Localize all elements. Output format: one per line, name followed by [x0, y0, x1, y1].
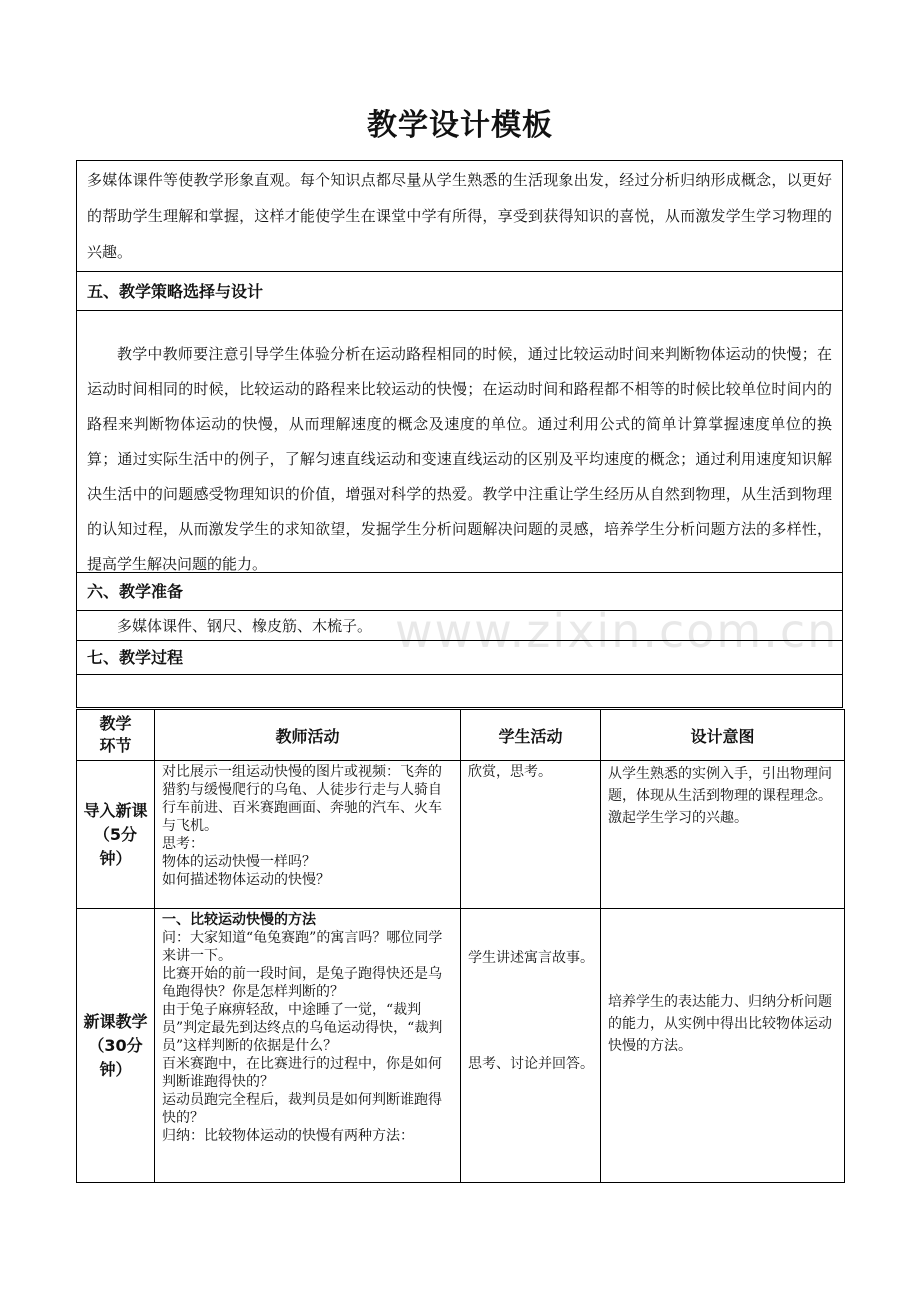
stage-cell — [77, 761, 155, 909]
section4-tail-row — [77, 161, 842, 272]
stage-label: 导入新课（5分钟） — [83, 800, 148, 868]
student-activity-cell — [461, 909, 601, 1183]
design-intent-text: 从学生熟悉的实例入手，引出物理问题，体现从生活到物理的课程理念。激起学生学习的兴趣。 — [608, 766, 832, 826]
teacher-line: 百米赛跑中，在比赛进行的过程中，你是如何判断谁跑得快的？ — [162, 1056, 442, 1090]
design-intent-cell — [601, 761, 845, 909]
teacher-line: 思考： — [162, 836, 204, 852]
section4-tail-text: 多媒体课件等使教学形象直观。每个知识点都尽量从学生熟悉的生活现象出发，经过分析归纳形成概念，以更好的帮助学生理解和掌握，这样才能使学生在课堂中学有所得，享受到获得知识的喜悦，从而激发学生学习物理的兴趣。 — [87, 171, 832, 261]
table-row — [77, 761, 845, 909]
stage-cell — [77, 909, 155, 1183]
teacher-line: 比赛开始的前一段时间，是兔子跑得快还是乌龟跑得快？你是怎样判断的？ — [162, 966, 442, 1000]
section5-body: 教学中教师要注意引导学生体验分析在运动路程相同的时候，通过比较运动时间来判断物体运动的快慢；在运动时间相同的时候，比较运动的路程来比较运动的快慢；在运动时间和路程都不相等的时候比较单位时间内的路程来判断物体运动的快慢，从而理解速度的概念及速度的单位。通过利用公式的简单计算掌握速度单位的换算；通过实际生活中的例子，了解匀速直线运动和变速直线运动的区别及平均速度的概念；通过利用速度知识解决生活中的问题感受物理知识的价值，增强对科学的热爱。教学中注重让学生经历从自然到物理，从生活到物理的认知过程，从而激发学生的求知欲望，发掘学生分析问题解决问题的灵感，培养学生分析问题方法的多样性，提高学生解决问题的能力。 — [87, 345, 832, 573]
section6-heading: 六、教学准备 — [87, 582, 184, 601]
student-line: 思考、讨论并回答。 — [468, 1056, 594, 1072]
teacher-line: 由于兔子麻痹轻敌，中途睡了一觉，“裁判员”判定最先到达终点的乌龟运动得快，“裁判员”这样判断的依据是什么？ — [162, 1002, 443, 1054]
section5-body-row — [77, 311, 842, 573]
teacher-subheading: 一、比较运动快慢的方法 — [162, 912, 316, 928]
student-activity-cell — [461, 761, 601, 909]
teacher-line: 如何描述物体运动的快慢？ — [162, 872, 330, 888]
header-student: 学生活动 — [461, 710, 601, 761]
watermark-text: www.zixin.com.cn — [395, 604, 839, 658]
section5-heading-row — [77, 272, 842, 311]
teacher-line: 物体的运动快慢一样吗？ — [162, 854, 316, 870]
teacher-activity-cell — [155, 909, 461, 1183]
teacher-line: 归纳：比较物体运动的快慢有两种方法： — [162, 1128, 414, 1144]
document-title: 教学设计模板 — [367, 108, 553, 143]
design-intent-cell — [601, 909, 845, 1183]
section7-heading: 七、教学过程 — [87, 648, 184, 667]
header-intent: 设计意图 — [601, 710, 845, 761]
teaching-process-table — [76, 709, 845, 1183]
design-intent-text: 培养学生的表达能力、归纳分析问题的能力，从实例中得出比较物体运动快慢的方法。 — [608, 994, 832, 1054]
table-row — [77, 909, 845, 1183]
header-stage — [77, 710, 155, 761]
teacher-line: 问：大家知道“龟兔赛跑”的寓言吗？哪位同学来讲一下。 — [162, 930, 443, 964]
header-teacher: 教师活动 — [155, 710, 461, 761]
teacher-activity-cell — [155, 761, 461, 909]
stage-label: 新课教学（30分钟） — [83, 1011, 148, 1079]
table-header-row — [77, 710, 845, 761]
section7-empty-row — [77, 675, 842, 707]
teacher-line: 对比展示一组运动快慢的图片或视频：飞奔的猎豹与缓慢爬行的乌龟、人徒步行走与人骑自行车前进、百米赛跑画面、奔驰的汽车、火车与飞机。 — [162, 764, 442, 834]
section5-heading: 五、教学策略选择与设计 — [87, 282, 264, 301]
student-line: 学生讲述寓言故事。 — [468, 950, 594, 966]
section6-body: 多媒体课件、钢尺、橡皮筋、木梳子。 — [117, 617, 373, 635]
header-stage-label: 教学 环节 — [99, 714, 132, 755]
student-line: 欣赏，思考。 — [468, 764, 552, 780]
teacher-line: 运动员跑完全程后，裁判员是如何判断谁跑得快的？ — [162, 1092, 442, 1126]
